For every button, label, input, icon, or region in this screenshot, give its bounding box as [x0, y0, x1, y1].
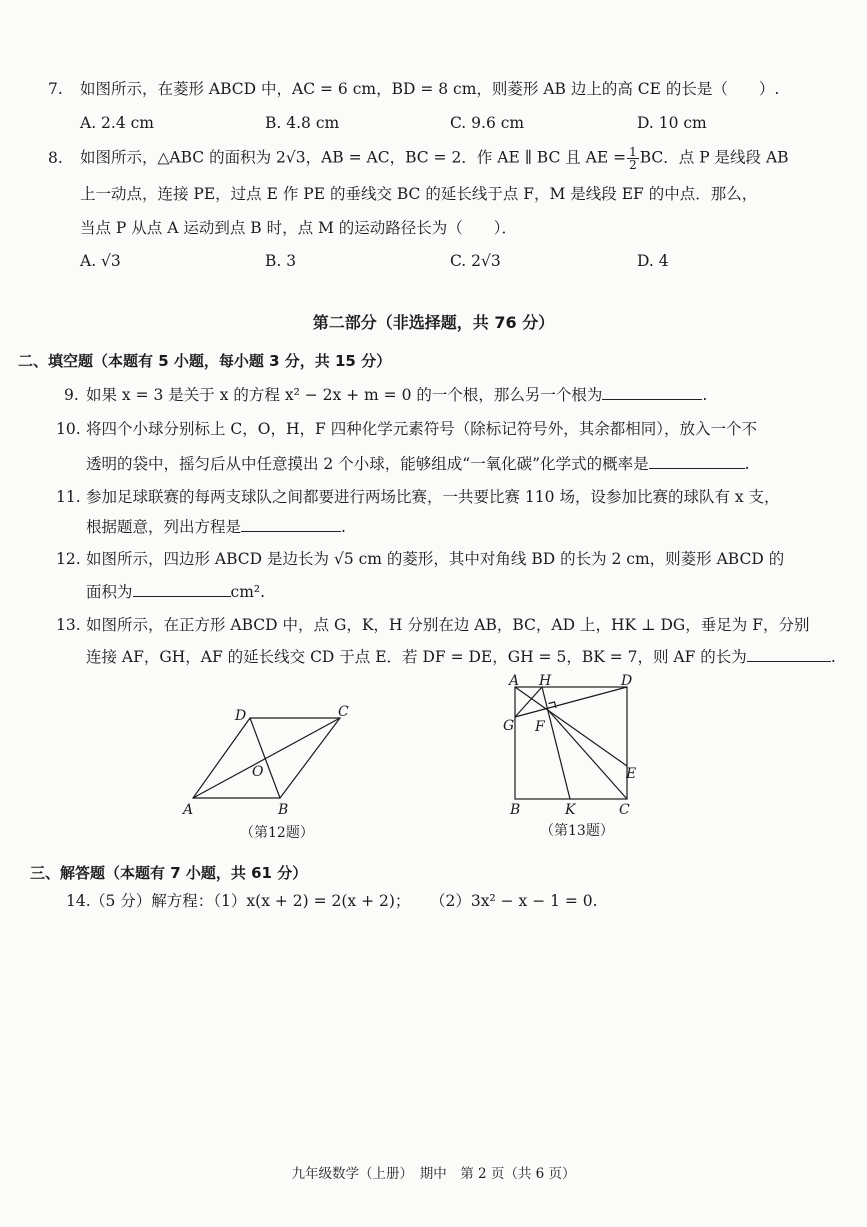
question-text: 如果 x = 3 是关于 x 的方程 x² − 2x + m = 0 的一个根，那么另一个根为: [86, 386, 603, 404]
label-o: O: [252, 764, 264, 780]
label-h: H: [539, 673, 552, 689]
question-number: 10.: [56, 420, 81, 438]
figure-13-square: [498, 668, 654, 820]
option-b: B. 4.8 cm: [265, 114, 340, 132]
q12-line1: [56, 548, 784, 570]
question-text: 参加足球联赛的每两支球队之间都要进行两场比赛，一共要比赛 110 场，设参加比赛的球队有 x 支，: [86, 488, 780, 506]
label-d: D: [621, 673, 633, 689]
section-heading: 三、解答题（本题有 7 小题，共 61 分）: [30, 864, 308, 882]
option-a: A. √3: [80, 252, 121, 270]
option-a: A. 2.4 cm: [80, 114, 155, 132]
label-d: D: [235, 708, 247, 724]
answer-blank[interactable]: [649, 452, 745, 469]
question-text: 面积为: [86, 583, 133, 601]
question-text: .: [341, 518, 346, 536]
q8-line1: [48, 146, 789, 171]
question-number: 14.: [66, 892, 91, 910]
fraction: [627, 146, 639, 171]
q13-line2: [86, 645, 836, 668]
option-b: B. 3: [265, 252, 297, 270]
q11-line2: [86, 515, 346, 538]
segment-gh: [515, 687, 542, 717]
question-text: 透明的袋中，摇匀后从中任意摸出 2 个小球，能够组成“一氧化碳”化学式的概率是: [86, 455, 649, 473]
option-c: C. 9.6 cm: [450, 114, 525, 132]
question-text: 连接 AF，GH，AF 的延长线交 CD 于点 E．若 DF = DE，GH = 5，BK = 7，则 AF 的长为: [86, 648, 747, 666]
option-c: C. 2√3: [450, 252, 501, 270]
question-number: 8.: [48, 148, 63, 167]
question-text: BC．点 P 是线段 AB: [639, 148, 789, 167]
q8-line3: 当点 P 从点 A 运动到点 B 时，点 M 的运动路径长为（ ）．: [80, 219, 518, 237]
q11-line1: [56, 486, 780, 508]
option-d: D. 10 cm: [637, 114, 707, 132]
question-text: （5 分）解方程：（1）x(x + 2) = 2(x + 2)；: [90, 892, 411, 910]
question-text: 根据题意，列出方程是: [86, 518, 242, 536]
question-text: cm².: [230, 583, 266, 601]
answer-blank[interactable]: [133, 580, 231, 597]
q8-line2: 上一动点，连接 PE，过点 E 作 PE 的垂线交 BC 的延长线于点 F，M 是线段 EF 的中点．那么，: [80, 185, 758, 203]
label-e: E: [626, 766, 637, 782]
label-f: F: [535, 719, 545, 735]
part-title: 第二部分（非选择题，共 76 分）: [312, 313, 555, 332]
question-text: 如图所示，在菱形 ABCD 中，AC = 6 cm，BD = 8 cm，则菱形 AB 边上的高 CE 的长是（ ）.: [80, 80, 780, 98]
q10-line2: [86, 452, 750, 475]
diagonal-bd: [250, 718, 280, 798]
question-text: 如图所示，△ABC 的面积为 2√3，AB = AC，BC = 2．作 AE ∥ BC 且 AE =: [80, 148, 627, 167]
q13-line1: [56, 614, 809, 636]
square-outline: [515, 687, 627, 799]
q12-line2: [86, 580, 265, 603]
label-g: G: [503, 718, 515, 734]
answer-blank[interactable]: [747, 645, 831, 662]
question-text: .: [744, 455, 750, 473]
label-k: K: [565, 802, 576, 818]
question-text: 如图所示，四边形 ABCD 是边长为 √5 cm 的菱形，其中对角线 BD 的长为 2 cm，则菱形 ABCD 的: [86, 550, 785, 568]
label-a: A: [183, 802, 194, 818]
question-text: 如图所示，在正方形 ABCD 中，点 G，K，H 分别在边 AB，BC，AD 上，HK ⊥ DG，垂足为 F，分别: [86, 616, 810, 634]
q9-line: [64, 383, 707, 406]
question-text: 将四个小球分别标上 C，O，H，F 四种化学元素符号（除标记符号外，其余都相同），放入一个不: [86, 420, 757, 438]
question-number: 12.: [56, 550, 81, 568]
label-a: A: [509, 673, 520, 689]
question-number: 13.: [56, 616, 81, 634]
q14-line: [66, 890, 410, 912]
segment-fc: [548, 710, 627, 799]
label-c: C: [619, 802, 630, 818]
diagonal-ac: [193, 718, 340, 798]
question-number: 7.: [48, 80, 63, 98]
q7-line: [48, 78, 779, 100]
answer-blank[interactable]: [602, 383, 702, 400]
fraction-denominator: 2: [629, 158, 637, 172]
option-d: D. 4: [637, 252, 669, 270]
label-b: B: [278, 802, 289, 818]
question-text: .: [830, 648, 836, 666]
fraction-numerator: 1: [629, 145, 637, 159]
answer-blank[interactable]: [241, 515, 341, 532]
q10-line1: [56, 418, 757, 440]
segment-dg: [515, 687, 627, 717]
label-c: C: [338, 704, 349, 720]
section-heading: 二、填空题（本题有 5 小题，每小题 3 分，共 15 分）: [18, 352, 392, 370]
page-footer: 九年级数学（上册） 期中 第 2 页（共 6 页）: [291, 1166, 576, 1182]
figure-12-rhombus: [178, 700, 368, 825]
question-text: .: [702, 386, 708, 404]
figure-13-caption: （第13题）: [540, 823, 614, 839]
question-number: 11.: [56, 488, 81, 506]
q14-part2: （2）3x² − x − 1 = 0.: [430, 892, 598, 910]
figure-12-caption: （第12题）: [240, 825, 314, 841]
label-b: B: [510, 802, 521, 818]
question-number: 9.: [64, 386, 79, 404]
